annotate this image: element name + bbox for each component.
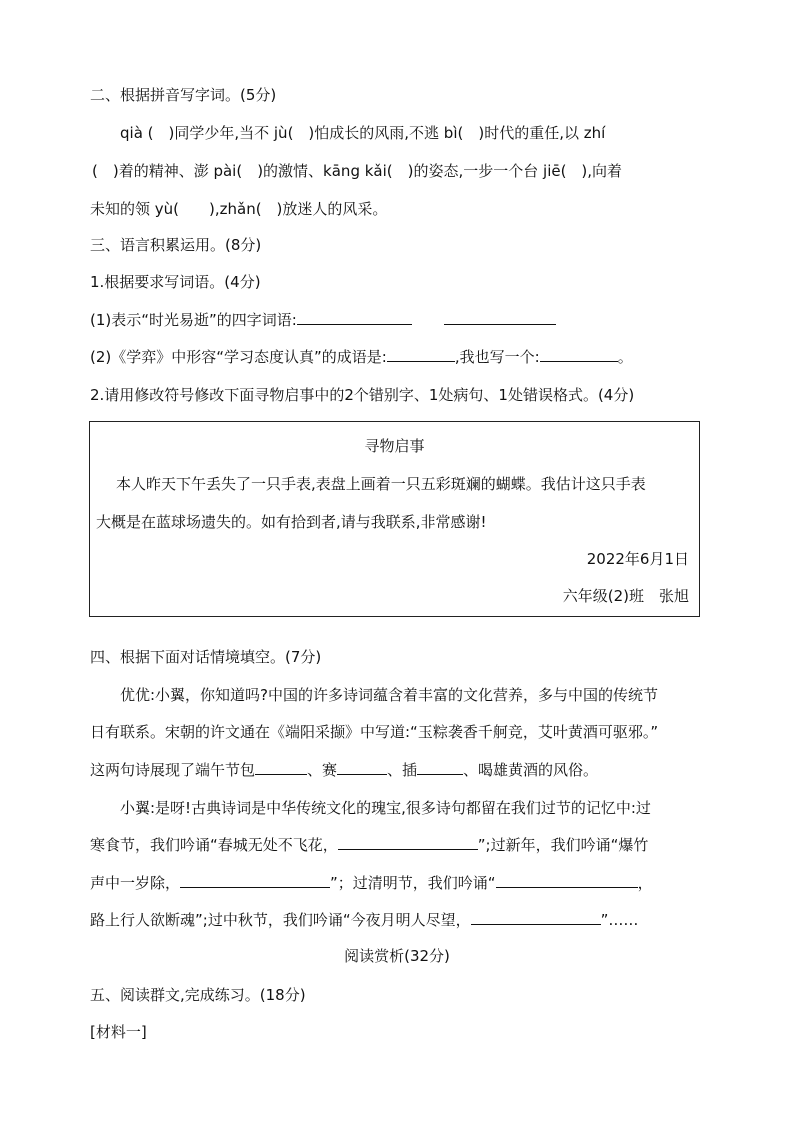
q1-2-end: 。 (617, 348, 633, 366)
answer-blank[interactable] (338, 835, 478, 850)
text-segment: 寒食节，我们吟诵“春城无处不飞花， (90, 836, 338, 854)
section3-q2-title: 2.请用修改符号修改下面寻物启事中的2个错别字、1处病句、1处错误格式。(4分) (90, 386, 635, 404)
section3-title: 三、语言积累运用。(8分) (90, 236, 262, 254)
notice-body-line1: 本人昨天下午丢失了一只手表,表盘上画着一只五彩斑斓的蝴蝶。我估计这只手表 (116, 475, 646, 493)
section2-line2: ( )着的精神、澎 pài( )的激情、kāng kǎi( )的姿态,一步一个台 jiē( ),向着 (92, 162, 623, 180)
answer-blank[interactable] (444, 310, 556, 325)
text-segment: ”…… (600, 911, 639, 929)
answer-blank[interactable] (180, 873, 330, 888)
answer-blank[interactable] (255, 760, 307, 775)
material-label: [材料一] (90, 1023, 147, 1041)
q1-2-prompt: (2)《学弈》中形容“学习态度认真”的成语是: (90, 348, 387, 366)
section3-q1-2 (90, 347, 633, 367)
text-segment: 、喝雄黄酒的风俗。 (463, 761, 599, 779)
text-segment: 路上行人欲断魂”;过中秋节，我们吟诵“今夜月明人尽望， (90, 911, 471, 929)
text-segment: ， (637, 874, 653, 892)
answer-blank[interactable] (337, 760, 387, 775)
lost-item-notice (89, 421, 700, 617)
answer-blank[interactable] (297, 310, 412, 325)
answer-blank[interactable] (387, 347, 455, 362)
section2-title: 二、根据拼音写字词。(5分) (90, 86, 277, 104)
q1-1-prompt: (1)表示“时光易逝”的四字词语: (90, 311, 297, 329)
section4-title: 四、根据下面对话情境填空。(7分) (90, 648, 322, 666)
text-segment: 这两句诗展现了端午节包 (90, 761, 256, 779)
text-segment: 声中一岁除， (90, 874, 181, 892)
section4-line5 (90, 835, 648, 855)
section3-q1-1 (90, 310, 556, 330)
section4-line4: 小翼:是呀!古典诗词是中华传统文化的瑰宝,很多诗句都留在我们过节的记忆中:过 (120, 799, 651, 817)
section2-line3: 未知的领 yù( ),zhǎn( )放迷人的风采。 (90, 200, 388, 218)
section2-line1: qià ( )同学少年,当不 jù( )怕成长的风雨,不逃 bì( )时代的重任,以 zhí (120, 124, 606, 142)
section5-title: 五、阅读群文,完成练习。(18分) (90, 986, 306, 1004)
notice-signature: 六年级(2)班 张旭 (562, 587, 689, 605)
section4-line7 (90, 910, 638, 930)
notice-title: 寻物启事 (364, 437, 425, 455)
text-segment: ”;过新年，我们吟诵“爆竹 (477, 836, 649, 854)
text-segment: 、插 (387, 761, 418, 779)
reading-heading: 阅读赏析(32分) (344, 947, 450, 965)
text-segment: 、赛 (307, 761, 338, 779)
section4-line3 (90, 760, 598, 780)
answer-blank[interactable] (417, 760, 463, 775)
section4-line6 (90, 873, 653, 893)
answer-blank[interactable] (471, 910, 601, 925)
section4-line2: 日有联系。宋朝的许文通在《端阳采撷》中写道:“玉粽袭香千舸竞，艾叶黄酒可驱邪。” (90, 723, 659, 741)
answer-blank[interactable] (496, 873, 638, 888)
notice-body-line2: 大概是在蓝球场遗失的。如有拾到者,请与我联系,非常感谢! (96, 513, 487, 531)
answer-blank[interactable] (540, 347, 618, 362)
notice-date: 2022年6月1日 (586, 550, 689, 568)
q1-2-mid: ,我也写一个: (454, 348, 540, 366)
text-segment: ”；过清明节，我们吟诵“ (330, 874, 496, 892)
section3-q1-title: 1.根据要求写词语。(4分) (90, 273, 261, 291)
section4-line1: 优优:小翼，你知道吗?中国的许多诗词蕴含着丰富的文化营养，多与中国的传统节 (120, 686, 659, 704)
